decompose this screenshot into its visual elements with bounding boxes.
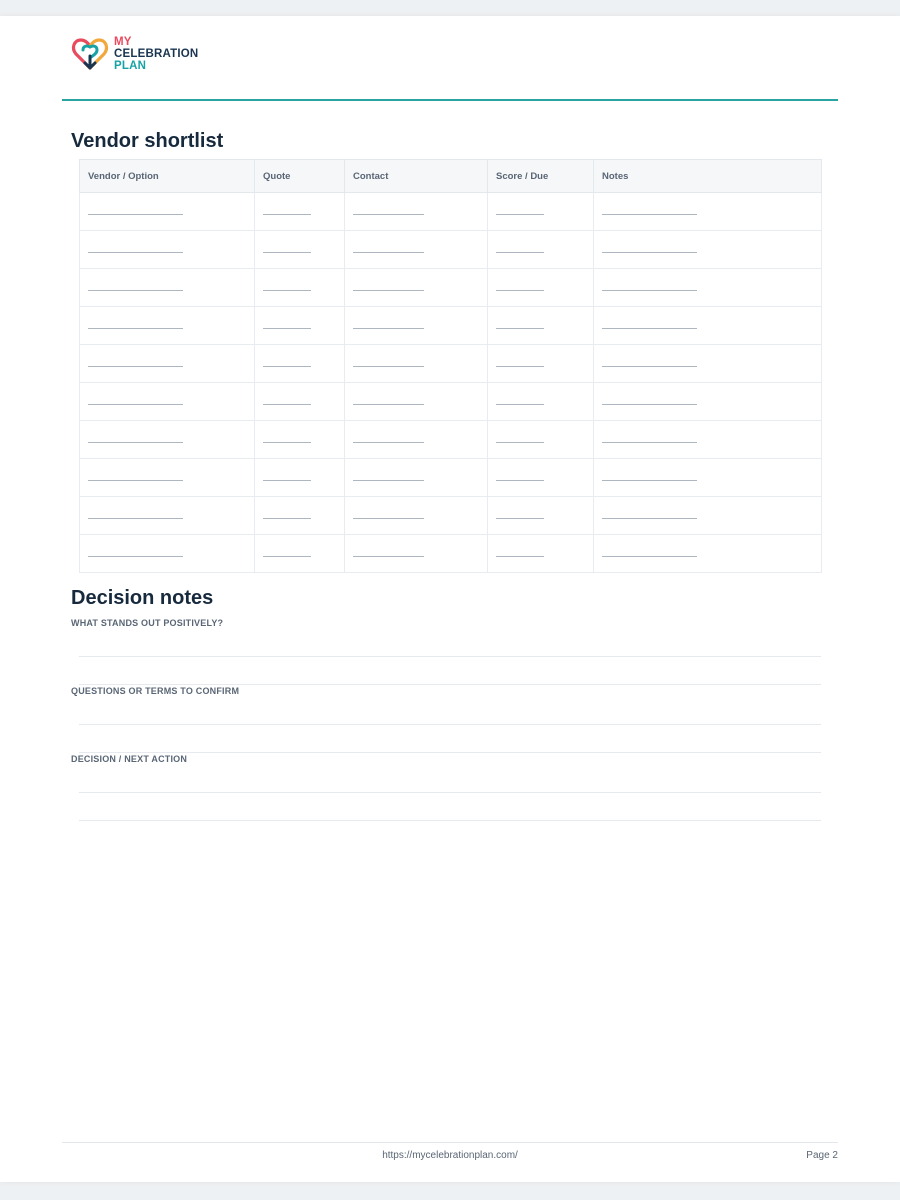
fill-in-line <box>353 290 424 291</box>
table-cell-blank[interactable] <box>488 193 594 231</box>
table-cell-blank[interactable] <box>594 345 822 383</box>
table-cell-blank[interactable] <box>594 497 822 535</box>
fill-in-line <box>263 366 311 367</box>
table-cell-blank[interactable] <box>255 269 345 307</box>
fill-in-line <box>88 480 183 481</box>
fill-in-line <box>263 214 311 215</box>
fill-in-line <box>602 252 697 253</box>
page-number: Page 2 <box>806 1150 838 1161</box>
fill-in-line <box>602 518 697 519</box>
fill-in-line <box>602 442 697 443</box>
brand-word-celebration: CELEBRATION <box>114 48 199 60</box>
fill-in-line <box>496 290 544 291</box>
vendor-shortlist-title: Vendor shortlist <box>71 130 224 152</box>
table-cell-blank[interactable] <box>345 231 488 269</box>
table-cell-blank[interactable] <box>345 307 488 345</box>
table-cell-blank[interactable] <box>255 459 345 497</box>
fill-in-line <box>602 480 697 481</box>
fill-in-line <box>496 480 544 481</box>
fill-in-line <box>496 404 544 405</box>
fill-in-line <box>353 252 424 253</box>
write-line[interactable] <box>79 724 821 725</box>
table-row <box>80 383 822 421</box>
fill-in-line <box>88 366 183 367</box>
fill-in-line <box>263 480 311 481</box>
column-header-score-due: Score / Due <box>488 160 594 193</box>
table-cell-blank[interactable] <box>594 231 822 269</box>
fill-in-line <box>88 442 183 443</box>
fill-in-line <box>88 518 183 519</box>
fill-in-line <box>88 404 183 405</box>
write-line[interactable] <box>79 820 821 821</box>
fill-in-line <box>496 442 544 443</box>
column-header-quote: Quote <box>255 160 345 193</box>
table-cell-blank[interactable] <box>255 421 345 459</box>
fill-in-line <box>263 290 311 291</box>
fill-in-line <box>88 290 183 291</box>
table-cell-blank[interactable] <box>80 535 255 573</box>
fill-in-line <box>263 404 311 405</box>
fill-in-line <box>88 328 183 329</box>
table-cell-blank[interactable] <box>488 345 594 383</box>
fill-in-line <box>602 214 697 215</box>
fill-in-line <box>496 328 544 329</box>
table-cell-blank[interactable] <box>255 345 345 383</box>
brand-word-plan: PLAN <box>114 60 147 72</box>
table-row <box>80 421 822 459</box>
fill-in-line <box>496 556 544 557</box>
header-divider <box>62 99 838 101</box>
table-cell-blank[interactable] <box>488 269 594 307</box>
table-cell-blank[interactable] <box>80 231 255 269</box>
fill-in-line <box>88 252 183 253</box>
fill-in-line <box>263 442 311 443</box>
write-line[interactable] <box>79 792 821 793</box>
page-header <box>62 32 838 84</box>
table-cell-blank[interactable] <box>345 497 488 535</box>
table-cell-blank[interactable] <box>488 421 594 459</box>
fill-in-line <box>602 556 697 557</box>
table-cell-blank[interactable] <box>594 269 822 307</box>
table-cell-blank[interactable] <box>345 193 488 231</box>
table-cell-blank[interactable] <box>488 535 594 573</box>
fill-in-line <box>496 518 544 519</box>
column-header-notes: Notes <box>594 160 822 193</box>
table-cell-blank[interactable] <box>80 421 255 459</box>
table-cell-blank[interactable] <box>488 459 594 497</box>
table-cell-blank[interactable] <box>255 193 345 231</box>
table-row <box>80 535 822 573</box>
fill-in-line <box>602 366 697 367</box>
table-cell-blank[interactable] <box>594 535 822 573</box>
write-line[interactable] <box>79 684 821 685</box>
fill-in-line <box>263 518 311 519</box>
table-cell-blank[interactable] <box>80 459 255 497</box>
table-cell-blank[interactable] <box>255 497 345 535</box>
table-cell-blank[interactable] <box>594 421 822 459</box>
fill-in-line <box>353 556 424 557</box>
fill-in-line <box>496 252 544 253</box>
table-cell-blank[interactable] <box>80 383 255 421</box>
table-cell-blank[interactable] <box>80 269 255 307</box>
table-cell-blank[interactable] <box>255 307 345 345</box>
brand-wordmark <box>114 36 198 72</box>
table-cell-blank[interactable] <box>80 193 255 231</box>
fill-in-line <box>602 404 697 405</box>
table-cell-blank[interactable] <box>594 383 822 421</box>
table-cell-blank[interactable] <box>80 345 255 383</box>
brand-word-my: MY <box>114 36 132 48</box>
column-header-vendor: Vendor / Option <box>80 160 255 193</box>
fill-in-line <box>496 366 544 367</box>
footer-url[interactable]: https://mycelebrationplan.com/ <box>382 1150 518 1161</box>
table-cell-blank[interactable] <box>594 307 822 345</box>
table-cell-blank[interactable] <box>80 307 255 345</box>
table-cell-blank[interactable] <box>345 269 488 307</box>
table-row <box>80 269 822 307</box>
fill-in-line <box>353 404 424 405</box>
table-cell-blank[interactable] <box>345 535 488 573</box>
table-header-row <box>80 160 822 193</box>
table-cell-blank[interactable] <box>488 307 594 345</box>
fill-in-line <box>496 214 544 215</box>
fill-in-line <box>263 252 311 253</box>
table-row <box>80 345 822 383</box>
table-cell-blank[interactable] <box>255 535 345 573</box>
table-cell-blank[interactable] <box>255 231 345 269</box>
table-row <box>80 497 822 535</box>
table-row <box>80 193 822 231</box>
table-row <box>80 307 822 345</box>
vendor-table <box>79 159 822 573</box>
decision-notes-title: Decision notes <box>71 587 214 609</box>
table-cell-blank[interactable] <box>488 497 594 535</box>
table-cell-blank[interactable] <box>488 383 594 421</box>
fill-in-line <box>353 442 424 443</box>
write-line[interactable] <box>79 752 821 753</box>
prompt-questions-label: QUESTIONS OR TERMS TO CONFIRM <box>71 686 240 696</box>
prompt-decision-label: DECISION / NEXT ACTION <box>71 754 188 764</box>
fill-in-line <box>353 328 424 329</box>
table-cell-blank[interactable] <box>594 193 822 231</box>
fill-in-line <box>88 214 183 215</box>
table-row <box>80 459 822 497</box>
table-cell-blank[interactable] <box>255 383 345 421</box>
table-cell-blank[interactable] <box>488 231 594 269</box>
column-header-contact: Contact <box>345 160 488 193</box>
table-cell-blank[interactable] <box>594 459 822 497</box>
table-cell-blank[interactable] <box>345 345 488 383</box>
footer-divider <box>62 1142 838 1143</box>
vendor-table-body <box>80 193 822 573</box>
fill-in-line <box>263 556 311 557</box>
heart-logo-icon <box>70 34 110 74</box>
fill-in-line <box>353 518 424 519</box>
fill-in-line <box>353 214 424 215</box>
table-cell-blank[interactable] <box>345 459 488 497</box>
brand-logo <box>70 34 198 74</box>
fill-in-line <box>353 480 424 481</box>
fill-in-line <box>353 366 424 367</box>
fill-in-line <box>602 290 697 291</box>
table-cell-blank[interactable] <box>345 421 488 459</box>
fill-in-line <box>602 328 697 329</box>
table-cell-blank[interactable] <box>345 383 488 421</box>
table-cell-blank[interactable] <box>80 497 255 535</box>
fill-in-line <box>88 556 183 557</box>
table-row <box>80 231 822 269</box>
write-line[interactable] <box>79 656 821 657</box>
prompt-positives-label: WHAT STANDS OUT POSITIVELY? <box>71 618 224 628</box>
fill-in-line <box>263 328 311 329</box>
